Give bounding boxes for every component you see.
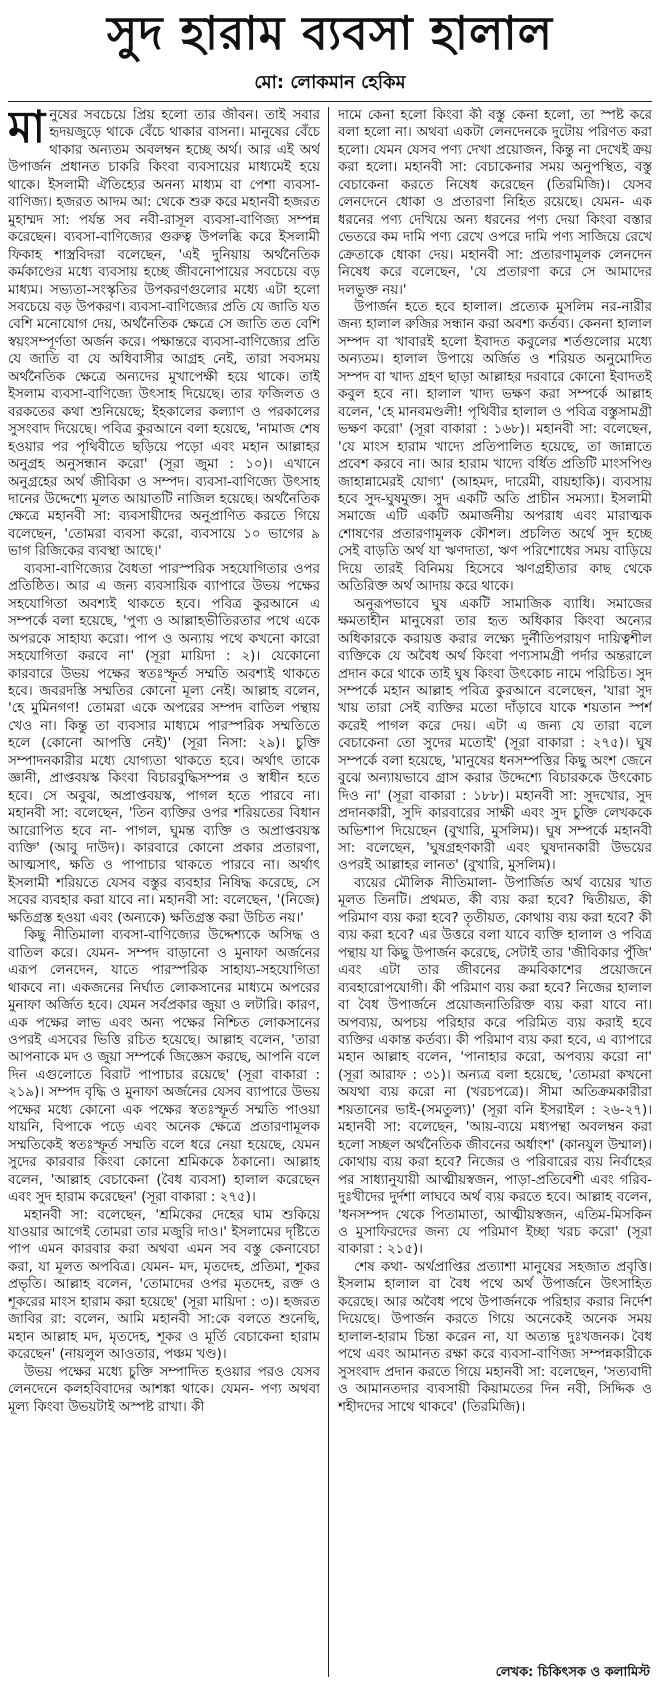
article-paragraph: উপার্জন হতে হবে হালাল। প্রত্যেক মুসলিম নর-নারীর জন্য হালাল রুজির সন্ধান করা অবশ্য কর্তব্য। কেননা হালাল সম্পদ বা খাবারই হলো ইবাদত কবুলের শর্তগুলোর মধ্যে অন্যতম। হালাল উপায়ে অর্জিত ও শরিয়ত অনুমোদিত সম্পদ বা খাদ্য গ্রহণ ছাড়া আল্লাহর দরবারে কোনো ইবাদতই কবুল হবে না। হালাল খাদ্য ভক্ষণ করা সম্পর্কে আল্লাহ বলেন, 'হে মানবমণ্ডলী! পৃথিবীর হালাল ও পবিত্র বস্তুসামগ্রী ভক্ষণ করো' (সূরা বাকারা : ১৬৮)। মহানবী সা: বলেছেন, 'যে মাংস হারাম খাদ্যে প্রতিপালিত হয়েছে, তা জান্নাতে প্রবেশ করবে না। আর হারাম খাদ্যে বর্ধিত প্রতিটি মাংসপিণ্ড জাহান্নামেরই যোগ্য' (আহমদ, দারেমী, বায়হাকি)। ব্যবসায় হবে সুদ-ঘুষমুক্ত। সুদ একটি অতি প্রাচীন সমস্যা। ইসলামী সমাজে এটি একটি অমার্জনীয় অপরাধ এবং মারাত্মক শোষণের প্রতারণামূলক কৌশল। প্রচলিত অর্থে সুদ হচ্ছে সেই বাড়তি অর্থ যা ঋণদাতা, ঋণ পরিশোধের সময় বাড়িয়ে দিয়ে তারই বিনিময় হিসেবে ঋণগ্রহীতার কাছ থেকে অতিরিক্ত অর্থ আদায় করে থাকে। xyxy=(338,299,652,595)
column-divider xyxy=(328,107,329,1677)
article-paragraph: দামে কেনা হলো কিংবা কী বস্তু কেনা হলো, তা স্পষ্ট করে বলা হলো না। অথবা একটা লেনদেনকে দুটোয় পরিণত করা হলো। যেমন যেসব পণ্য দেখা প্রয়োজন, কিন্তু না দেখেই ক্রয় করা হলো। মহানবী সা: বেচাকেনার সময় অনুপস্থিত, বস্তু বেচাকেনা করতে নিষেধ করেছেন (তিরমিজি)। যেসব লেনদেনে ধোকা ও প্রতারণা নিহিত রয়েছে। যেমন- এক ধরনের পণ্য দেখিয়ে অন্য ধরনের পণ্য দেয়া কিংবা বস্তার ভেতরে কম দামি পণ্য রেখে ওপরে দামি পণ্য সাজিয়ে রেখে ক্রেতাকে ধোকা দেয়। মহানবী সা: প্রতারণামূলক লেনদেন নিষেধ করে বলেছেন, 'যে প্রতারণা করে সে আমাদের দলভুক্ত নয়।' xyxy=(338,108,652,298)
article-paragraph: শেষ কথা- অর্থপ্রাপ্তির প্রত্যাশা মানুষের সহজাত প্রবৃত্তি। ইসলাম হালাল বা বৈধ পথে অর্থ উপার্জনে উৎসাহিত করেছে। আর অবৈধ পথে উপার্জনকে পরিহার করার নির্দেশ দিয়েছে। উপার্জন করতে গিয়ে অনেকেই অনেক সময় হালাল-হারাম চিন্তা করেন না, যা অত্যন্ত দুঃখজনক। বৈধ পথে এবং আমানত রক্ষা করে ব্যবসা-বাণিজ্য সম্পন্নকারীকে সুসংবাদ প্রদান করতে গিয়ে মহানবী সা: বলেছেন, 'সত্যবাদী ও আমানতদার ব্যবসায়ী কিয়ামতের দিন নবী, সিদ্দিক ও শহীদদের সাথে থাকবে' (তিরমিজি)। xyxy=(338,1259,652,1415)
headline: সুদ হারাম ব্যবসা হালাল xyxy=(107,6,553,60)
byline: মো: লোকমান হেকিম xyxy=(254,72,406,93)
article-paragraph: অনুরূপভাবে ঘুষ একটি সামাজিক ব্যাধি। সমাজের ক্ষমতাহীন মানুষেরা তার হৃত অধিকার কিংবা অন্যের অধিকারকে করায়ত্ত করার লক্ষ্যে দুর্নীতিপরায়ণ দায়িত্বশীল ব্যক্তিকে যে অবৈধ অর্থ কিংবা পণ্যসামগ্রী পর্দার অন্তরালে প্রদান করে থাকে তাই ঘুষ কিংবা উৎকোচ নামে পরিচিত। সুদ সম্পর্কে মহান আল্লাহ পবিত্র কুরআনে বলেছেন, 'যারা সুদ খায় তারা সেই ব্যক্তির মতো দাঁড়াবে যাকে শয়তান স্পর্শ করেই পাগল করে দেয়। এটা এ জন্য যে তারা বলে বেচাকেনা তো সুদের মতোই' (সূরা বাকারা : ২৭৫)। ঘুষ সম্পর্কে বলা হয়েছে, 'মানুষের ধনসম্পত্তির কিছু অংশ জেনে বুঝে অন্যায়ভাবে গ্রাস করার উদ্দেশ্যে বিচারককে উৎকোচ দিও না' (সূরা বাকারা : ১৮৮)। মহানবী সা: সুদখোর, সুদ প্রদানকারী, সুদি কারবারের সাক্ষী এবং সুদ চুক্তি লেখককে অভিশাপ দিয়েছেন (বুখারি, মুসলিম)। ঘুষ সম্পর্কে মহানবী সা: বলেছেন, 'ঘুষগ্রহণকারী এবং ঘুষদানকারী উভয়ের ওপরই আল্লাহর লানত' (বুখারি, মুসলিম)। xyxy=(338,596,652,874)
article-paragraph xyxy=(8,107,320,561)
article-paragraph: ব্যয়ের মৌলিক নীতিমালা- উপার্জিত অর্থ ব্যয়ের খাত মূলত তিনটি। প্রথমত, কী ব্যয় করা হবে? দ্বিতীয়ত, কী পরিমাণ ব্যয় করা হবে? তৃতীয়ত, কোথায় ব্যয় করা হবে? কী ব্যয় করা হবে? এর উত্তরে বলা যাবে ব্যক্তি হালাল ও পবিত্র পন্থায় যা কিছু উপার্জন করেছে, সেটাই তার 'জীবিকার পুঁজি' এবং এটা তার জীবনের ক্রমবিকাশের প্রয়োজনে ব্যবহারোপযোগী। কী পরিমাণ ব্যয় করা হবে? নিজের হালাল বা বৈধ উপার্জনে প্রয়োজনাতিরিক্ত ব্যয় করা যাবে না। অপব্যয়, অপচয় পরিহার করে পরিমিত ব্যয় করাই হবে ব্যক্তির একান্ত কর্তব্য। কী পরিমাণ ব্যয় করা হবে, এ ব্যাপারে মহান আল্লাহ বলেন, 'পানাহার করো, অপব্যয় করো না' (সূরা আরাফ : ৩১)। অন্যত্র বলা হয়েছে, 'তোমরা কখনো অযথা ব্যয় করো না (খরচপত্রে)। সীমা অতিক্রমকারীরা শয়তানের ভাই-(সমতুল্য)' (সূরা বনি ইসরাইল : ২৬-২৭)। মহানবী সা: বলেছেন, 'আয়-ব্যয়ে মধ্যপন্থা অবলম্বন করা হলো সচ্ছল অর্থনৈতিক জীবনের অর্ধাংশ' (কানযুল উম্মাল)। কোথায় ব্যয় করা হবে? নিজের ও পরিবারের ব্যয় নির্বাহের পর সাধ্যানুযায়ী আত্মীয়স্বজন, পাড়া-প্রতিবেশী এবং গরিব-দুঃখীদের দুর্দশা লাঘবে অর্থ ব্যয় করতে হবে। আল্লাহ বলেন, 'ধনসম্পদ থেকে পিতামাতা, আত্মীয়স্বজন, এতিম-মিসকিন ও মুসাফিরদের জন্য যে পরিমাণ ইচ্ছা খরচ করো' (সূরা বাকারা : ২১৫)। xyxy=(338,875,652,1258)
author-credit xyxy=(496,1664,650,1682)
paragraph-text: নুষের সবচেয়ে প্রিয় হলো তার জীবন। তাই সবার হৃদয়জুড়ে থাকে বেঁচে থাকার বাসনা। মানুষের বেঁচে থাকার অন্যতম অবলম্বন হচ্ছে অর্থ। আর এই অর্থ উপার্জন প্রধানত চাকরি কিংবা ব্যবসায়ের মাধ্যমেই হয়ে থাকে। ইসলামী ঐতিহ্যের অনন্য মাধ্যম বা পেশা ব্যবসা-বাণিজ্য। হজরত আদম আ: থেকে শুরু করে মহানবী হজরত মুহাম্মদ সা: পর্যন্ত সব নবী-রাসূল ব্যবসা-বাণিজ্য সম্পন্ন করেছেন। ব্যবসা-বাণিজ্যের গুরুত্ব উপলব্ধি করে ইসলামী ফিকাহ শাস্ত্রবিদরা বলেছেন, 'এই দুনিয়ায় অর্থনৈতিক কর্মকাণ্ডের মধ্যে ব্যবসায় হচ্ছে জীবনোপায়ের সবচেয়ে বড় মাধ্যম। সভ্যতা-সংস্কৃতির উপকরণগুলোর মধ্যে এটা হলো সবচেয়ে বড় উপকরণ। ব্যবসা-বাণিজ্যের প্রতি যে জাতি যত বেশি মনোযোগ দেয়, অর্থনৈতিক ক্ষেত্রে সে জাতি তত বেশি স্বয়ংসম্পূর্ণতা অর্জন করে। পক্ষান্তরে ব্যবসা-বাণিজ্যের প্রতি যে জাতি বা যে অধিবাসীর আগ্রহ নেই, তারা সবসময় অর্থনৈতিক ক্ষেত্রে অন্যদের মুখাপেক্ষী হয়ে থাকে। তাই ইসলাম ব্যবসা-বাণিজ্যে উৎসাহ দিয়েছে। তার ফজিলত ও বরকতের কথা শুনিয়েছে; ইহকালের কল্যাণ ও পরকালের সুসংবাদ দিয়েছে। পবিত্র কুরআনে বলা হয়েছে, 'নামাজ শেষ হওয়ার পর পৃথিবীতে ছড়িয়ে পড়ো এবং মহান আল্লাহর অনুগ্রহ অনুসন্ধান করো' (সূরা জুমা : ১০)। এখানে অনুগ্রহের অর্থ জীবিকা ও সম্পদ। ব্যবসা-বাণিজ্যে উৎসাহ দানের উদ্দেশ্যে মূলত আয়াতটি নাজিল হয়েছে। অর্থনৈতিক ক্ষেত্রে মহানবী সা: ব্যবসায়ীদের অনুপ্রাণিত করতে গিয়ে বলেছেন, 'তোমরা ব্যবসা করো, ব্যবসায়ে ১০ ভাগের ৯ ভাগ রিজিকের ব্যবস্থা আছে।' xyxy=(8,108,320,560)
article-paragraph: কিছু নীতিমালা ব্যবসা-বাণিজ্যের উদ্দেশ্যকে অসিদ্ধ ও বাতিল করে। যেমন- সম্পদ বাড়ানো ও মুনাফা অর্জনের এরূপ লেনদেন, যাতে পারস্পরিক সাহায্য-সহযোগিতা থাকবে না। একজনের নির্ঘাত লোকসানের মাধ্যমে অপরের মুনাফা অর্জিত হবে। যেমন সর্বপ্রকার জুয়া ও লটারি। কারণ, এক পক্ষের লাভ এবং অন্য পক্ষের নিশ্চিত লোকসানের ওপরই এসবের ভিত্তি রচিত হয়েছে। আল্লাহ বলেন, 'তারা আপনাকে মদ ও জুয়া সম্পর্কে জিজ্ঞেস করছে, আপনি বলে দিন এগুলোতে বিরাট পাপাচার রয়েছে' (সূরা বাকারা : ২১৯)। সম্পদ বৃদ্ধি ও মুনাফা অর্জনের যেসব ব্যাপারে উভয় পক্ষের মধ্যে কোনো এক পক্ষের স্বতঃস্ফূর্ত সম্মতি পাওয়া যায়নি, বিপাকে পড়ে এবং অনেক ক্ষেত্রে প্রতারণামূলক সম্মতিকেই স্বতঃস্ফূর্ত সম্মতি বলে ধরে নেয়া হয়েছে, যেমন সুদের কারবার কিংবা কোনো শ্রমিককে ঠকানো। আল্লাহ বলেন, 'আল্লাহ বেচাকেনা (বৈধ ব্যবসা) হালাল করেছেন এবং সুদ হারাম করেছেন' (সূরা বাকারা : ২৭৫)। xyxy=(8,928,320,1206)
article-paragraph: উভয় পক্ষের মধ্যে চুক্তি সম্পাদিত হওয়ার পরও যেসব লেনদেনে কলহবিবাদের আশঙ্কা থাকে। যেমন- পণ্য অথবা মূল্য কিংবা উভয়টাই অস্পষ্ট রাখা। কী xyxy=(8,1364,320,1415)
author-credit-label: লেখক: xyxy=(495,1665,534,1680)
article-column-right xyxy=(338,107,652,1667)
drop-cap: মা xyxy=(8,107,46,153)
article-column-left xyxy=(8,107,320,1683)
article-paragraph: মহানবী সা: বলেছেন, 'শ্রমিকের দেহের ঘাম শুকিয়ে যাওয়ার আগেই তোমরা তার মজুরি দাও।' ইসলামের দৃষ্টিতে পাপ এমন কারবার করা অথবা এমন সব বস্তু কেনাবেচা করা, যা মূলত অপবিত্র। যেমন- মদ, মৃতদেহ, প্রতিমা, শূকর প্রভৃতি। আল্লাহ বলেন, 'তোমাদের ওপর মৃতদেহ, রক্ত ও শূকরের মাংস হারাম করা হয়েছে' (সূরা মায়িদা : ৩)। হজরত জাবির রা: বলেন, আমি মহানবী সা:কে বলতে শুনেছি, মহান আল্লাহ মদ, মৃতদেহ, শূকর ও মূর্তি বেচাকেনা হারাম করেছেন' (নায়লুল আওতার, পঞ্চম খণ্ড)। xyxy=(8,1207,320,1363)
article-paragraph: ব্যবসা-বাণিজ্যের বৈধতা পারস্পরিক সহযোগিতার ওপর প্রতিষ্ঠিত। আর এ জন্য ব্যবসায়িক ব্যাপারে উভয় পক্ষের সহযোগিতা অবশ্যই থাকতে হবে। পবিত্র কুরআনে এ সম্পর্কে বলা হয়েছে, 'পুণ্য ও আল্লাহভীতিরতার পথে একে অপরকে সাহায্য করো। পাপ ও অন্যায় পথে কখনো কারো সহযোগিতা করবে না' (সূরা মায়িদা : ২)। যেকোনো কারবারে উভয় পক্ষের স্বতঃস্ফূর্ত সম্মতি অবশ্যই থাকতে হবে। জবরদস্তি সম্মতির কোনো মূল্য নেই। আল্লাহ বলেন, 'হে মুমিনগণ! তোমরা একে অপরের সম্পদ বাতিল পন্থায় খেও না। কিন্তু তা ব্যবসার মাধ্যমে পারস্পরিক সম্মতিতে হলে (কোনো আপত্তি নেই)' (সূরা নিসা: ২৯)। চুক্তি সম্পাদনকারীর মধ্যে যোগ্যতা থাকতে হবে। অর্থাৎ তাকে জ্ঞানী, প্রাপ্তবয়স্ক কিংবা বিচারবুদ্ধিসম্পন্ন ও স্বাধীন হতে হবে। সে অবুঝ, অপ্রাপ্তবয়স্ক, পাগল হতে পারবে না। মহানবী সা: বলেছেন, 'তিন ব্যক্তির ওপর শরিয়তের বিধান আরোপিত হবে না- পাগল, ঘুমন্ত ব্যক্তি ও অপ্রাপ্তবয়স্ক ব্যক্তি' (আবু দাউদ)। কারবারে কোনো প্রকার প্রতারণা, আত্মসাৎ, ক্ষতি ও পাপাচার থাকতে পারবে না। অর্থাৎ ইসলামী শরিয়তে যেসব বস্তুর ব্যবহার নিষিদ্ধ করেছে, সে সবের ব্যবহার করা যাবে না। মহানবী সা: বলেছেন, '(নিজে) ক্ষতিগ্রস্ত হওয়া এবং (অন্যকে) ক্ষতিগ্রস্ত করা উচিত নয়।' xyxy=(8,561,320,926)
byline-rule xyxy=(8,101,652,102)
author-credit-text: চিকিৎসক ও কলামিস্ট xyxy=(533,1665,650,1680)
